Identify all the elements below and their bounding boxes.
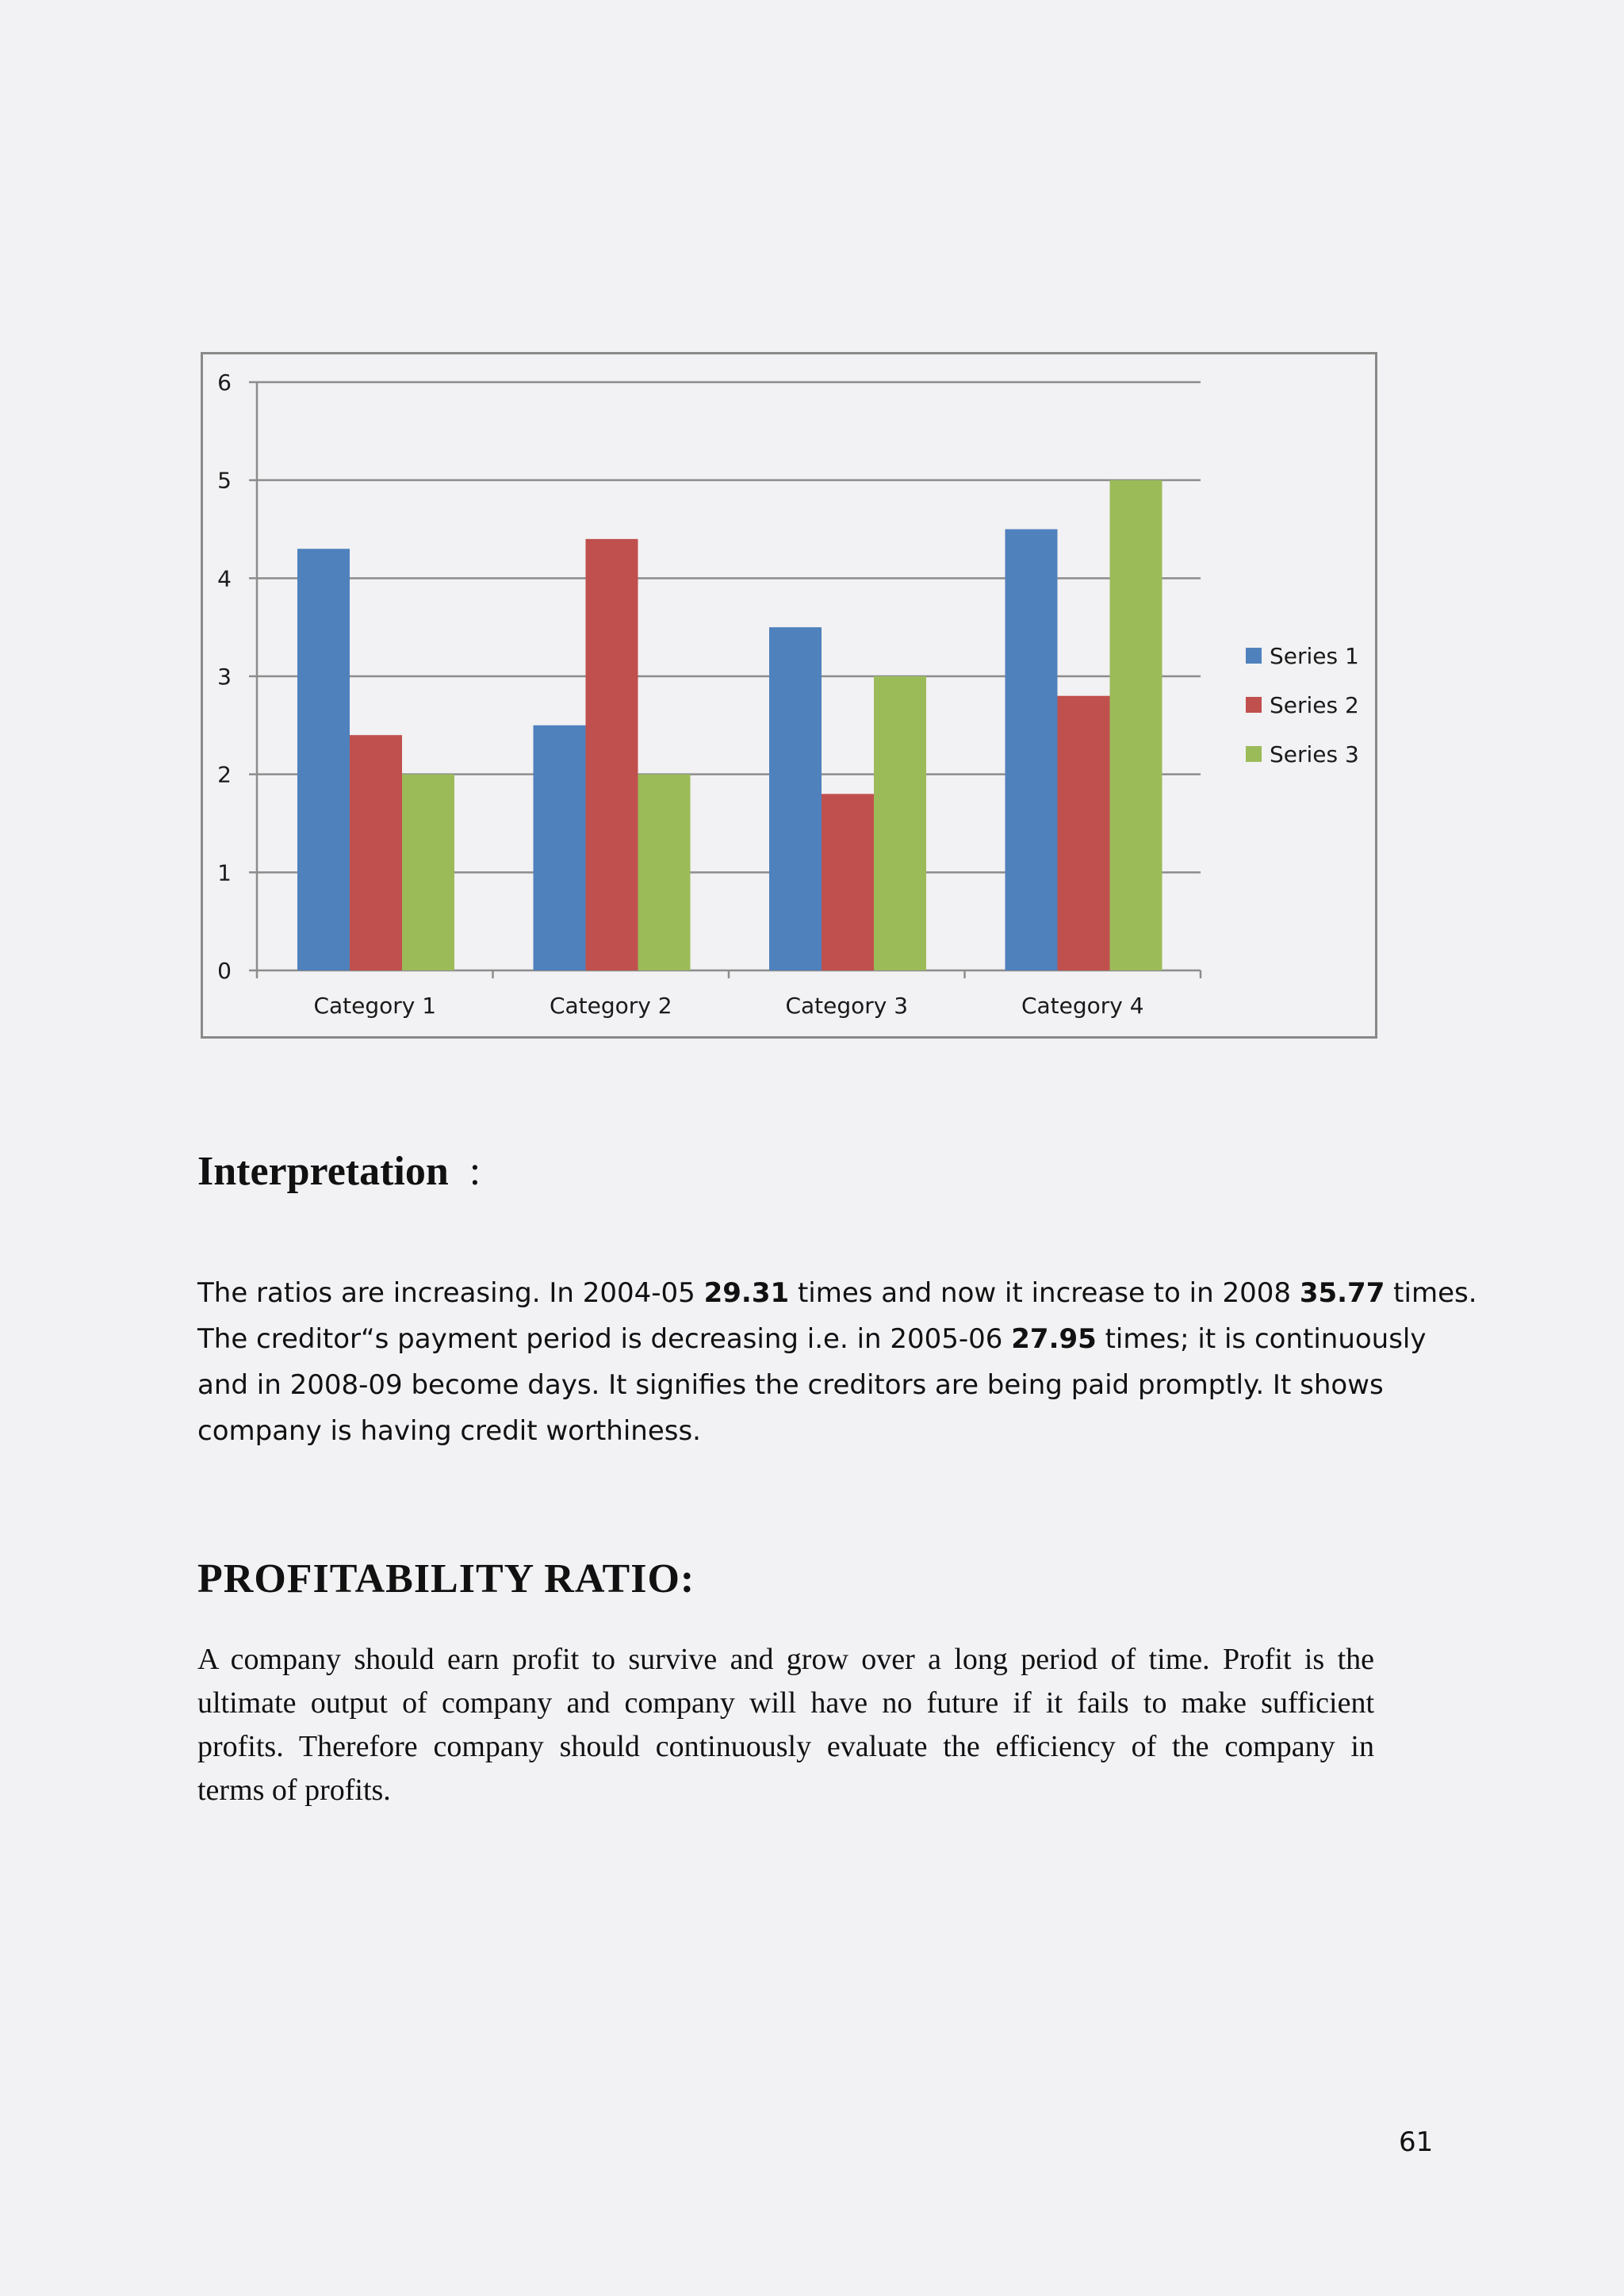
bar-series-1-category-2 [534, 725, 586, 970]
interpretation-line-1: The ratios are increasing. In 2004-05 29.31 times and now it increase to in 2008 35.77 times. [197, 1277, 1477, 1309]
y-tick-label: 0 [217, 958, 232, 984]
interpretation-heading [197, 1148, 481, 1195]
interpretation-colon: : [469, 1149, 481, 1194]
x-category-label: Category 1 [313, 993, 437, 1019]
y-tick-label: 4 [217, 565, 232, 592]
bar-chart [203, 354, 1375, 1036]
legend-label-1: Series 1 [1270, 643, 1359, 669]
bar-series-2-category-3 [822, 794, 874, 970]
legend-swatch-1 [1246, 648, 1262, 664]
profitability-line-2: ultimate output of company and company will have no future if it fails to make sufficient [197, 1686, 1374, 1720]
interpretation-heading-text: Interpretation [197, 1149, 449, 1194]
bar-series-3-category-1 [402, 775, 454, 970]
bar-series-3-category-4 [1110, 480, 1162, 970]
y-tick-label: 6 [217, 369, 232, 396]
bar-series-1-category-3 [769, 627, 822, 970]
profitability-paragraph [197, 1638, 1374, 1812]
legend-swatch-3 [1246, 746, 1262, 762]
interpretation-line-4: company is having credit worthiness. [197, 1415, 701, 1447]
profitability-line-1: A company should earn profit to survive and grow over a long period of time. Profit is the [197, 1643, 1374, 1676]
y-tick-label: 5 [217, 467, 232, 494]
bar-series-2-category-2 [586, 539, 638, 970]
chart-frame [201, 352, 1377, 1039]
profitability-line-3: profits. Therefore company should continuously evaluate the efficiency of the company in [197, 1730, 1374, 1763]
interpretation-paragraph [197, 1270, 1477, 1454]
profitability-line-4: terms of profits. [197, 1774, 391, 1807]
ratio-2004-value: 29.31 [703, 1277, 790, 1309]
bar-series-2-category-1 [350, 735, 402, 970]
ratio-2008-value: 35.77 [1299, 1277, 1385, 1309]
interpretation-line-2: The creditor“s payment period is decreasing i.e. in 2005-06 27.95 times; it is continuously [197, 1323, 1427, 1355]
y-tick-label: 3 [217, 664, 232, 690]
interpretation-line-3: and in 2008-09 become days. It signifies the creditors are being paid promptly. It shows [197, 1369, 1384, 1401]
legend-label-2: Series 2 [1270, 692, 1359, 718]
bar-series-2-category-4 [1058, 696, 1110, 970]
y-tick-label: 1 [217, 859, 232, 886]
ratio-2005-value: 27.95 [1011, 1323, 1097, 1355]
y-tick-label: 2 [217, 761, 232, 788]
x-category-label: Category 4 [1021, 993, 1144, 1019]
x-category-label: Category 2 [549, 993, 672, 1019]
profitability-heading: PROFITABILITY RATIO: [197, 1556, 695, 1601]
legend-label-3: Series 3 [1270, 741, 1359, 767]
bar-series-1-category-4 [1005, 530, 1058, 971]
bar-series-1-category-1 [297, 549, 350, 970]
page-number: 61 [1399, 2126, 1434, 2158]
legend-swatch-2 [1246, 697, 1262, 713]
bar-series-3-category-2 [638, 775, 691, 970]
bar-series-3-category-3 [874, 676, 926, 970]
x-category-label: Category 3 [785, 993, 909, 1019]
